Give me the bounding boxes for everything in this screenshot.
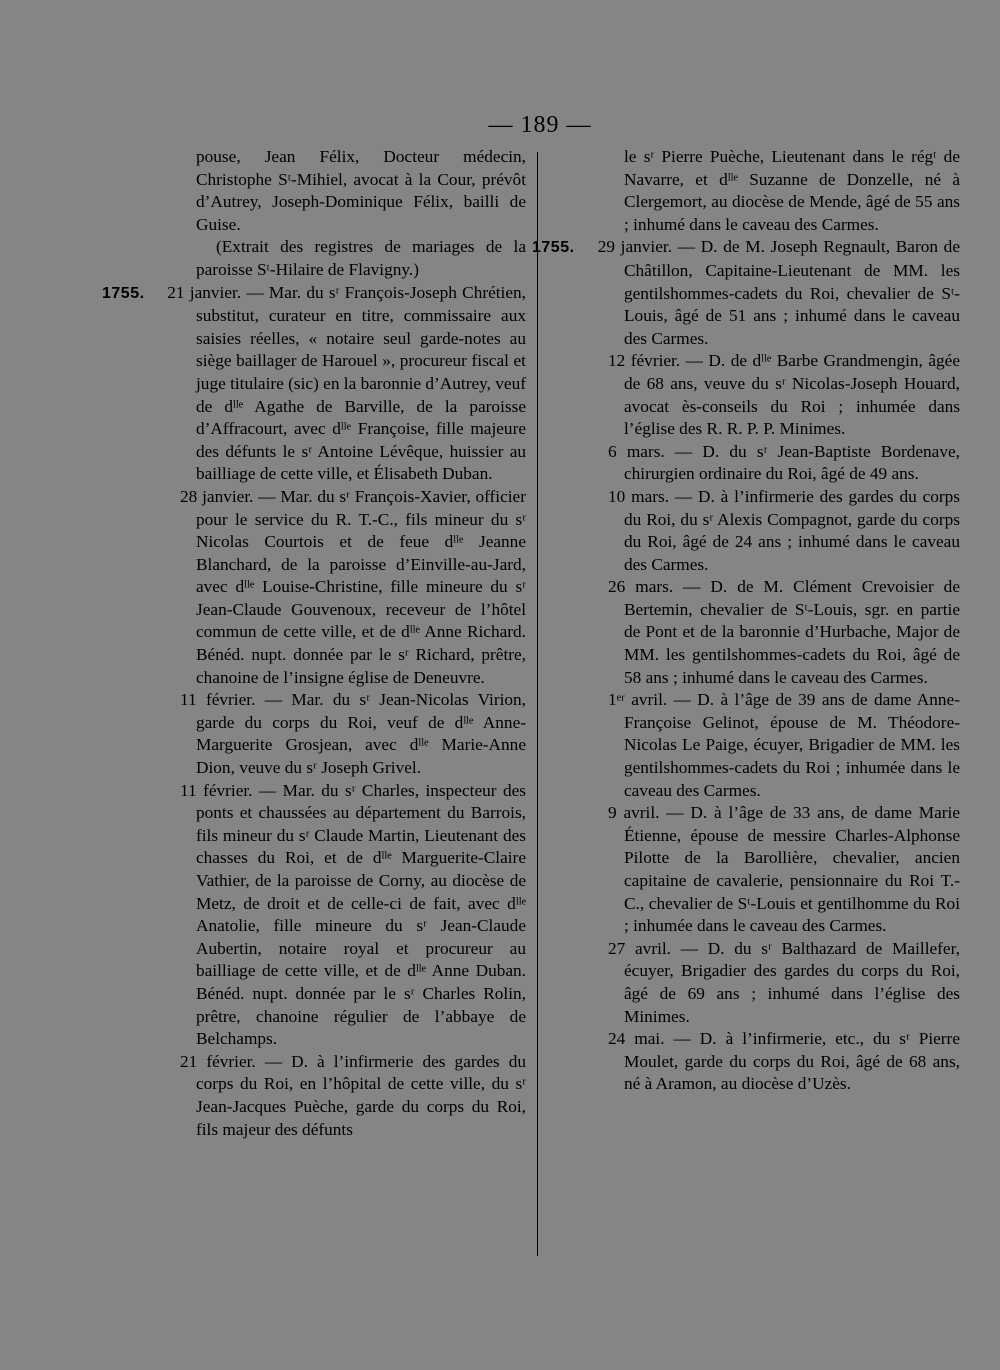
register-entry	[102, 282, 526, 486]
register-entry: 11 février. — Mar. du sʳ Charles, inspecteur des ponts et chaussées au département du Barrois, fils mineur du sʳ Claude Martin, Lieutenant des chasses du Roi, et de dˡˡᵉ Marguerite-Claire Vathier, de la paroisse de Corny, au diocèse de Metz, de droit et de celle-ci de fait, avec dˡˡᵉ Anatolie, fille mineure du sʳ Jean-Claude Aubertin, notaire royal et procureur au bailliage de cette ville, et de dˡˡᵉ Anne Duban. Bénéd. nupt. donnée par le sʳ Charles Rolin, prêtre, chanoine régulier de l’abbaye de Belchamps.	[180, 780, 526, 1049]
year-marker: 1755.	[102, 284, 145, 302]
register-entry	[532, 236, 960, 350]
page-number: — 189 —	[488, 112, 592, 138]
register-entry: 10 mars. — D. à l’infirmerie des gardes du corps du Roi, du sʳ Alexis Compagnot, garde du corps du Roi, âgé de 24 ans ; inhumé dans le caveau des Carmes.	[608, 486, 960, 574]
entry-text: 29 janvier. — D. de M. Joseph Regnault, Baron de Châtillon, Capitaine-Lieutenant de MM. les gentilshommes-cadets du Roi, chevalier de Sᵗ-Louis, âgé de 51 ans ; inhumé dans le caveau des Carmes.	[597, 237, 960, 348]
register-entry: 9 avril. — D. à l’âge de 33 ans, de dame Marie Étienne, épouse de messire Charles-Alphonse Pilotte de la Barollière, chevalier, ancien capitaine de cavalerie, pensionnaire du Roi T.-C., chevalier de Sᵗ-Louis et gentilhomme du Roi ; inhumée dans le caveau des Carmes.	[608, 803, 960, 936]
register-entry: 1ᵉʳ avril. — D. à l’âge de 39 ans de dame Anne-Françoise Gelinot, épouse de M. Théodore-Nicolas Le Paige, écuyer, Brigadier de MM. les gentilshommes-cadets du Roi ; inhumée dans le caveau des Carmes.	[608, 690, 960, 800]
year-marker: 1755.	[532, 239, 575, 257]
column-divider	[537, 152, 538, 1256]
register-entry: 12 février. — D. de dˡˡᵉ Barbe Grandmengin, âgée de 68 ans, veuve du sʳ Nicolas-Joseph Houard, avocat ès-conseils du Roi ; inhumée dans l’église des R. R. P. P. Minimes.	[608, 351, 960, 439]
register-entry: 6 mars. — D. du sʳ Jean-Baptiste Bordenave, chirurgien ordinaire du Roi, âgé de 49 ans.	[608, 441, 960, 484]
register-entry: 24 mai. — D. à l’infirmerie, etc., du sʳ Pierre Moulet, garde du corps du Roi, âgé de 68 ans, né à Aramon, au diocèse d’Uzès.	[608, 1029, 960, 1094]
left-column	[102, 146, 526, 1141]
register-entry: 21 février. — D. à l’infirmerie des gardes du corps du Roi, en l’hôpital de cette ville, du sʳ Jean-Jacques Puèche, garde du corps du Roi, fils majeur des défunts	[180, 1051, 526, 1139]
entry-text: 21 janvier. — Mar. du sʳ François-Joseph Chrétien, substitut, curateur en titre, commissaire aux saisies réelles, « notaire seul garde-notes au siège baillager de Harouel », procureur fiscal et juge titulaire (sic) en la baronnie d’Autrey, veuf de dˡˡᵉ Agathe de Barville, de la paroisse d’Affracourt, avec dˡˡᵉ Françoise, fille majeure des défunts le sʳ Antoine Lévêque, huissier au bailliage de cette ville, et Élisabeth Duban.	[167, 282, 526, 484]
source-note: (Extrait des registres de mariages de la paroisse Sᵗ-Hilaire de Flavigny.)	[196, 237, 526, 279]
continued-entry: le sʳ Pierre Puèche, Lieutenant dans le régᵗ de Navarre, et dˡˡᵉ Suzanne de Donzelle, né à Clergemort, au diocèse de Mende, âgé de 55 ans ; inhumé dans le caveau des Carmes.	[624, 147, 960, 234]
register-entry: 26 mars. — D. de M. Clément Crevoisier de Bertemin, chevalier de Sᵗ-Louis, sgr. en partie de Pont et de la baronnie d’Hurbache, Major de MM. les gentilshommes-cadets du Roi, âgé de 58 ans ; inhumé dans le caveau des Carmes.	[608, 577, 960, 687]
register-entry: 27 avril. — D. du sʳ Balthazard de Maillefer, écuyer, Brigadier des gardes du corps du Roi, âgé de 69 ans ; inhumé dans l’église des Minimes.	[608, 938, 960, 1026]
right-column	[532, 146, 960, 1096]
register-entry: 28 janvier. — Mar. du sʳ François-Xavier, officier pour le service du R. T.-C., fils mineur du sʳ Nicolas Courtois et de feue dˡˡᵉ Jeanne Blanchard, de la paroisse d’Einville-au-Jard, avec dˡˡᵉ Louise-Christine, fille mineure du sʳ Jean-Claude Gouvenoux, receveur de l’hôtel commun de cette ville, et de dˡˡᵉ Anne Richard. Bénéd. nupt. donnée par le sʳ Richard, prêtre, chanoine de l’insigne église de Deneuvre.	[180, 486, 526, 687]
register-entry: 11 février. — Mar. du sʳ Jean-Nicolas Virion, garde du corps du Roi, veuf de dˡˡᵉ Anne-Marguerite Grosjean, avec dˡˡᵉ Marie-Anne Dion, veuve du sʳ Joseph Grivel.	[180, 690, 526, 778]
continued-entry: pouse, Jean Félix, Docteur médecin, Christophe Sᵗ-Mihiel, avocat à la Cour, prévôt d’Autrey, Joseph-Dominique Félix, bailli de Guise.	[196, 147, 526, 234]
